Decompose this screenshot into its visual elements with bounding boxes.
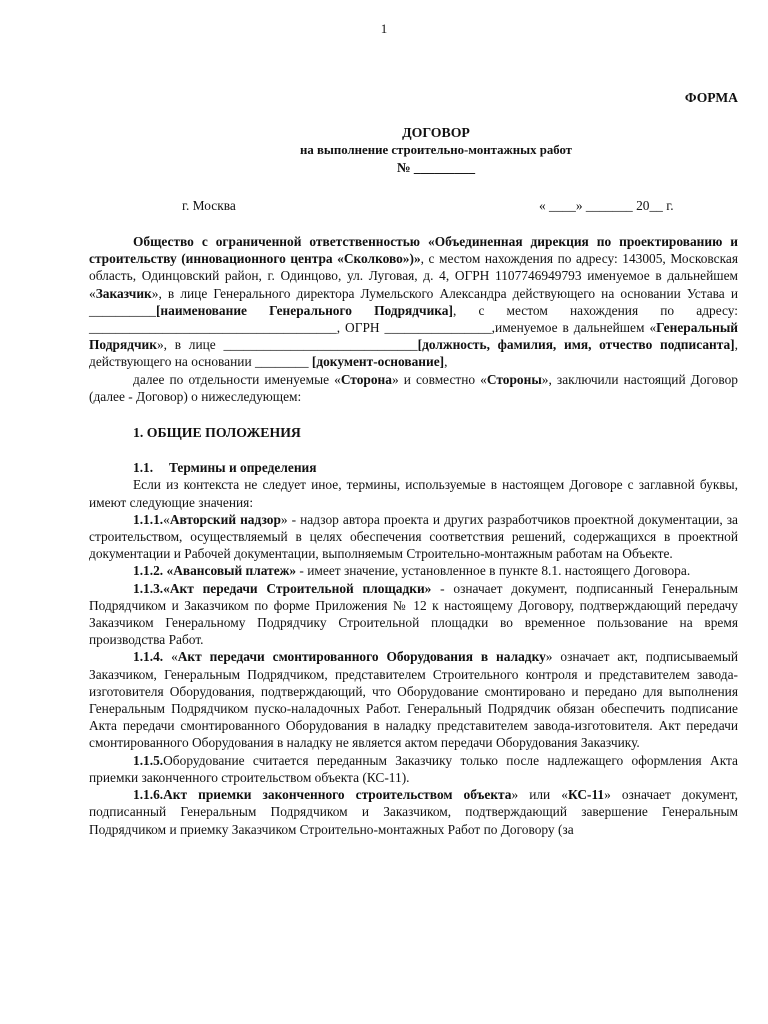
document-body	[89, 233, 738, 838]
parties-text-1: далее по отдельности именуемые «	[133, 371, 341, 387]
customer-details-2: », в лице Генерального директора Лумельского Александра действующего на основании Устава и __________	[89, 285, 738, 318]
document-title	[0, 124, 768, 177]
term-pre: «	[163, 511, 170, 527]
title-line-1: ДОГОВОР	[402, 125, 470, 140]
customer-details-1: , с местом нахождения по адресу: 143005, Московская область, Одинцовский район, г. Одинцово, ул. Луговая, д. 4, ОГРН 1107746949793 именуемое в дальнейшем «	[89, 251, 738, 301]
term-definition: » - надзор автора проекта и других разработчиков проектной документации, за строительством, осуществляемый в целях обеспечения соответствия решений, содержащихся в проектной документации и Рабочей документации, выполняемым Строительно-монтажным работам на Объекте.	[89, 511, 738, 562]
contractor-details-2: », в лице _____________________________	[156, 337, 418, 353]
term-number: 1.1.1.	[133, 511, 164, 527]
section-1-heading: 1. ОБЩИЕ ПОЛОЖЕНИЯ	[133, 425, 301, 441]
term-definition: - имеет значение, установленное в пункте 8.1. настоящего Договора.	[296, 563, 691, 579]
term-definition: » означает акт, подписываемый Заказчиком, Генеральным Подрядчиком, представителем Строительного контроля и представителем завода-изготовителя Оборудования, подтверждающий, что Оборудование смонтировано и передано для выполнения Генеральным Подрядчиком пуско-наладочных Работ. Генеральный Подрядчик обязан обеспечить подписание Акта передачи смонтированного Оборудования в наладку представителем завода-изготовителя. Акт передачи смонтированного Оборудования в наладку не является актом передачи Оборудования Заказчику.	[89, 649, 739, 751]
terms-intro: Если из контекста не следует иное, термины, используемые в настоящем Договоре с заглавной буквы, имеют следующие значения:	[89, 477, 738, 510]
customer-name: Общество с ограниченной ответственностью «Объединенная дирекция по проектированию и строительству (инновационного центра «Сколково»)»	[89, 234, 738, 267]
contractor-details-3: , действующего на основании ________	[89, 337, 738, 370]
term-number: 1.1.3.	[133, 580, 164, 596]
term-1-1-5	[89, 752, 738, 786]
party-single: Сторона	[340, 371, 392, 387]
contractor-alias: Генеральный Подрядчик	[89, 320, 738, 353]
basis-placeholder: [документ-основание]	[311, 354, 445, 370]
parties-paragraph	[89, 371, 738, 405]
term-title: Акт передачи смонтированного Оборудования в наладку	[177, 649, 546, 665]
term-1-1-1	[89, 511, 738, 563]
term-title: Акт приемки законченного строительством объекта	[163, 787, 512, 803]
contract-place: г. Москва	[182, 198, 236, 213]
term-title: «Авансовый платеж»	[166, 563, 297, 579]
term-connector: » или «	[511, 787, 568, 803]
subsection-number: 1.1.	[133, 460, 154, 476]
customer-alias: Заказчик	[95, 285, 152, 301]
term-title: Авторский надзор	[169, 511, 281, 527]
term-definition: Оборудование считается переданным Заказчику только после надлежащего оформления Акта приемки законченного строительством объекта (КС-11).	[89, 752, 738, 785]
preamble-paragraph	[89, 233, 738, 371]
subsection-title: Термины и определения	[169, 460, 317, 476]
contractor-details-1: , с местом нахождения по адресу: _____________________________________, ОГРН ________________,именуемое в дальнейшем «	[89, 302, 738, 336]
contractor-name-placeholder: [наименование Генерального Подрядчика]	[155, 302, 453, 318]
term-title-alt: КС-11	[567, 787, 605, 803]
term-number: 1.1.5.	[133, 752, 164, 768]
term-pre: «	[163, 649, 178, 665]
form-label: ФОРМА	[684, 90, 738, 105]
term-1-1-3	[89, 580, 738, 649]
parties-text-3: », заключили настоящий Договор (далее - Договор) о нижеследующем:	[89, 371, 738, 404]
title-line-3: № _________	[396, 160, 476, 175]
term-definition: » означает документ, подписанный Генеральным Подрядчиком и Заказчиком, подтверждающий завершение Генеральным Подрядчиком и приемку Заказчиком Строительно-монтажных Работ по Договору (за	[89, 787, 738, 837]
subsection-heading	[89, 459, 738, 476]
signatory-placeholder: [должность, фамилия, имя, отчество подписанта]	[417, 337, 735, 353]
contractor-details-4: ,	[444, 354, 448, 370]
term-number: 1.1.6.	[133, 787, 164, 803]
page-number: 1	[380, 21, 388, 36]
term-1-1-6	[89, 786, 738, 838]
contract-date: « ____» _______ 20__ г.	[539, 198, 674, 213]
term-title: «Акт передачи Строительной площадки»	[163, 580, 432, 596]
title-line-2: на выполнение строительно-монтажных работ	[300, 142, 572, 157]
term-1-1-4	[89, 648, 738, 751]
term-number: 1.1.4.	[133, 649, 164, 665]
term-number: 1.1.2.	[133, 563, 164, 579]
term-definition: - означает документ, подписанный Генеральным Подрядчиком и Заказчиком по форме Приложения № 12 к настоящему Договору, подтверждающий передачу Заказчиком Генеральному Подрядчику Строительной площадки во временное пользование на время производства Работ.	[89, 580, 739, 648]
parties-text-2: » и совместно «	[391, 371, 487, 387]
term-1-1-2	[89, 562, 738, 579]
party-plural: Стороны	[486, 371, 542, 387]
